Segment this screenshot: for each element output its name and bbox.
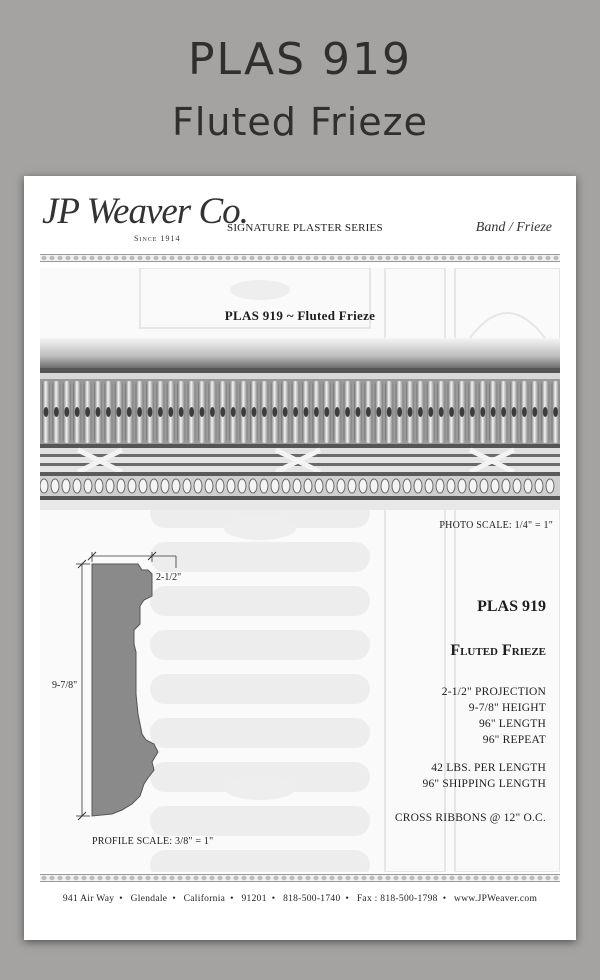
spec-line: 96" SHIPPING LENGTH bbox=[422, 778, 546, 790]
profile-shape bbox=[92, 564, 158, 816]
spec-line: 9-7/8" HEIGHT bbox=[468, 702, 546, 714]
top-bead-band bbox=[40, 254, 560, 262]
photo-scale: PHOTO SCALE: 1/4" = 1" bbox=[439, 520, 553, 531]
footer-website[interactable]: www.JPWeaver.com bbox=[454, 894, 538, 904]
spec-note: CROSS RIBBONS @ 12" O.C. bbox=[394, 812, 546, 824]
category-label: Band / Frieze bbox=[475, 220, 552, 235]
bottom-bead-band bbox=[40, 874, 560, 882]
page-subtitle: Fluted Frieze bbox=[172, 100, 428, 144]
footer-city: Glendale bbox=[130, 894, 168, 904]
profile-scale: PROFILE SCALE: 3/8" = 1" bbox=[92, 836, 214, 847]
footer-zip: 91201 bbox=[241, 894, 267, 904]
footer-state: California bbox=[183, 894, 226, 904]
brand-logo: JP Weaver Co. bbox=[42, 191, 248, 232]
spec-line: 96" REPEAT bbox=[482, 734, 546, 746]
brand-since: Since 1914 bbox=[134, 234, 181, 243]
product-heading: PLAS 919 ~ Fluted Frieze bbox=[224, 308, 376, 323]
spec-line: 2-1/2" PROJECTION bbox=[441, 686, 546, 698]
frieze-photo bbox=[40, 338, 560, 510]
profile-drawing bbox=[52, 534, 192, 842]
footer-address: 941 Air Way • Glendale • California • 91201 • 818-500-1740 • Fax : 818-500-1798 • www.JPWeaver.com bbox=[62, 894, 538, 904]
spec-dimensions bbox=[442, 684, 546, 748]
height-dimension: 9-7/8" bbox=[52, 680, 78, 691]
spec-line: 96" LENGTH bbox=[478, 718, 546, 730]
spec-name: Fluted Frieze bbox=[450, 642, 546, 659]
footer-fax: Fax : 818-500-1798 bbox=[356, 894, 438, 904]
page-title: PLAS 919 bbox=[187, 34, 413, 85]
spec-sheet bbox=[24, 176, 576, 940]
spec-line: 42 LBS. PER LENGTH bbox=[431, 762, 546, 774]
spec-code: PLAS 919 bbox=[477, 598, 546, 615]
spec-shipping bbox=[423, 760, 547, 792]
footer-street: 941 Air Way bbox=[62, 894, 115, 904]
series-label: SIGNATURE PLASTER SERIES bbox=[227, 222, 383, 234]
projection-dimension: 2-1/2" bbox=[156, 572, 182, 583]
footer-phone: 818-500-1740 bbox=[283, 894, 341, 904]
